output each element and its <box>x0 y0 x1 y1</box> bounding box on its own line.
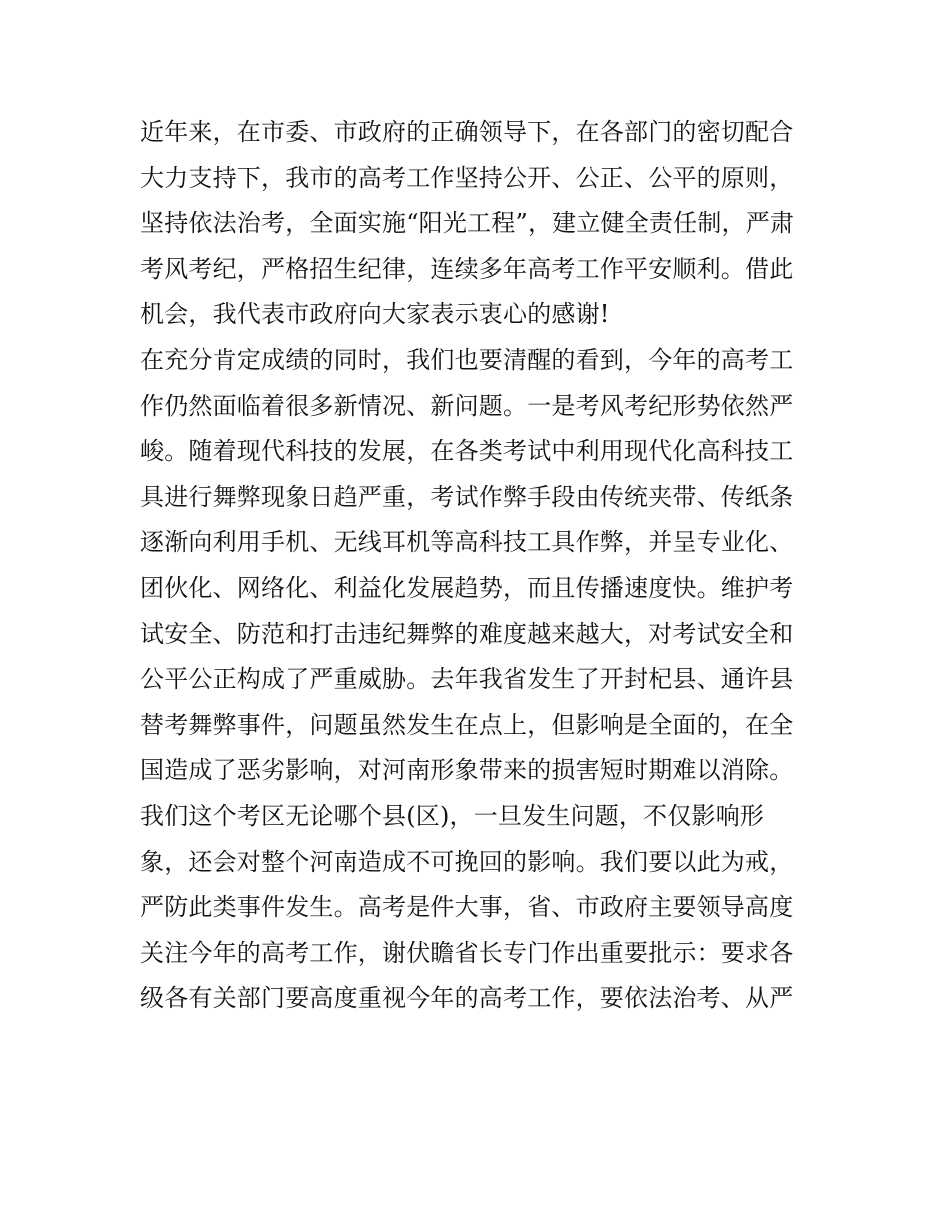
text-line: 坚持依法治考，全面实施“阳光工程”，建立健全责任制，严肃 <box>140 209 795 238</box>
text-line: 试安全、防范和打击违纪舞弊的难度越来越大，对考试安全和 <box>140 619 794 648</box>
body-text <box>140 110 830 1022</box>
text-line: 公平公正构成了严重威胁。去年我省发生了开封杞县、通许县 <box>140 665 794 694</box>
text-line: 近年来，在市委、市政府的正确领导下，在各部门的密切配合 <box>140 118 794 146</box>
text-line: 级各有关部门要高度重视今年的高考工作，要依法治考、从严 <box>140 984 794 1013</box>
text-line: 关注今年的高考工作，谢伏瞻省长专门作出重要批示：要求各 <box>140 938 794 967</box>
text-line: 机会，我代表市政府向大家表示衷心的感谢! <box>140 300 610 329</box>
text-line: 在充分肯定成绩的同时，我们也要清醒的看到，今年的高考工 <box>140 345 794 374</box>
text-line: 大力支持下，我市的高考工作坚持公开、公正、公平的原则， <box>140 163 794 192</box>
text-line: 具进行舞弊现象日趋严重，考试作弊手段由传统夹带、传纸条 <box>140 482 794 511</box>
text-line: 象，还会对整个河南造成不可挽回的影响。我们要以此为戒， <box>140 847 794 876</box>
text-line: 国造成了恶劣影响，对河南形象带来的损害短时期难以消除。 <box>140 756 794 785</box>
text-line: 团伙化、网络化、利益化发展趋势，而且传播速度快。维护考 <box>140 573 794 602</box>
text-line: 逐渐向利用手机、无线耳机等高科技工具作弊，并呈专业化、 <box>140 528 794 557</box>
text-line: 替考舞弊事件，问题虽然发生在点上，但影响是全面的，在全 <box>140 710 794 739</box>
text-line: 考风考纪，严格招生纪律，连续多年高考工作平安顺利。借此 <box>140 254 794 283</box>
text-line: 作仍然面临着很多新情况、新问题。一是考风考纪形势依然严 <box>140 391 794 420</box>
text-line: 严防此类事件发生。高考是件大事，省、市政府主要领导高度 <box>140 893 794 922</box>
text-line: 我们这个考区无论哪个县(区)，一旦发生问题，不仅影响形 <box>140 801 765 830</box>
text-line: 峻。随着现代科技的发展，在各类考试中利用现代化高科技工 <box>140 437 794 466</box>
